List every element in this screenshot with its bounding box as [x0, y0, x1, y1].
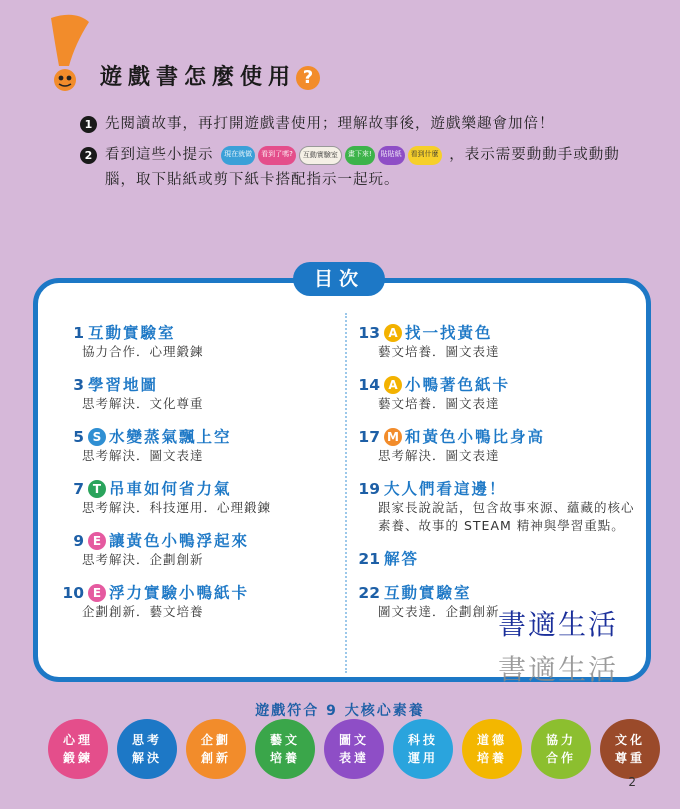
toc-entry[interactable]: [62, 425, 332, 465]
watermark: 書適生活: [498, 608, 619, 641]
toc-entry-title: 浮力實驗小鴨紙卡: [109, 584, 250, 602]
toc-page-number: 3: [73, 376, 84, 394]
toc-entry[interactable]: [358, 373, 638, 413]
instruction-item: 2 看到這些小提示 現在就做 看到了嗎? 互動實驗室 畫下來! 貼貼紙 看到什麼 ，表示需要動動手或動動腦，取下貼紙或剪下紙卡搭配指示一起玩。: [80, 143, 640, 193]
toc-entry-subtitle: 思考解決．文化尊重: [82, 396, 204, 411]
toc-page-number: 7: [73, 480, 84, 498]
toc-entry-subtitle: 思考解決．圖文表達: [378, 448, 500, 463]
steam-badge-icon: M: [384, 428, 402, 446]
toc-entry-title: 水變蒸氣飄上空: [109, 428, 232, 446]
toc-page-number: 22: [358, 584, 380, 602]
steam-badge-icon: T: [88, 480, 106, 498]
toc-page-number: 13: [358, 324, 380, 342]
toc-page-number: 5: [73, 428, 84, 446]
toc-page-number: 17: [358, 428, 380, 446]
toc-entry[interactable]: [358, 425, 638, 465]
toc-entry-title: 小鴨著色紙卡: [405, 376, 511, 394]
question-mark-icon: ?: [296, 66, 320, 90]
toc-entry-heading: [358, 477, 638, 499]
tip-sticker-icon: 貼貼紙: [378, 146, 405, 165]
toc-entry-title: 和黃色小鴨比身高: [405, 428, 546, 446]
watermark: 書適生活: [498, 653, 619, 686]
toc-entry-title: 解答: [384, 550, 420, 568]
toc-entry[interactable]: [358, 321, 638, 361]
core-competency-badge: 思考解決: [117, 719, 177, 779]
core-competency-badge: 道德培養: [462, 719, 522, 779]
tip-see-icon: 看到了嗎?: [258, 146, 296, 165]
core-competency-badge: 科技運用: [393, 719, 453, 779]
toc-entry-subtitle: 協力合作．心理鍛鍊: [82, 344, 204, 359]
toc-entry-heading: [62, 581, 332, 603]
steam-badge-icon: A: [384, 376, 402, 394]
toc-entry-title: 互動實驗室: [384, 584, 472, 602]
toc-entry-heading: [358, 547, 638, 569]
toc-entry-subtitle: 藝文培養．圖文表達: [378, 396, 500, 411]
page-title: 遊戲書怎麼使用 ?: [100, 60, 320, 91]
core-competency-badge: 心理鍛鍊: [48, 719, 108, 779]
toc-entry-title: 大人們看這邊！: [384, 480, 507, 498]
tip-lab-icon: 互動實驗室: [299, 146, 342, 165]
toc-entry-subtitle: 思考解決．企劃創新: [82, 552, 204, 567]
toc-entry-heading: [358, 425, 638, 447]
core-competencies-title: 遊戲符合 9 大核心素養: [255, 703, 425, 719]
toc-page-number: 10: [62, 584, 84, 602]
toc-entry-subtitle: 企劃創新．藝文培養: [82, 604, 204, 619]
toc-entry-subtitle: 思考解決．科技運用．心理鍛鍊: [82, 500, 272, 515]
toc-left-column: [62, 321, 332, 633]
core-competency-badge: 文化尊重: [600, 719, 660, 779]
tip-do-now-icon: 現在就做: [221, 146, 255, 165]
core-competencies: [48, 719, 660, 779]
toc-entry-heading: [62, 373, 332, 395]
toc-entry[interactable]: [62, 373, 332, 413]
instruction-item: 1 先閱讀故事，再打開遊戲書使用；理解故事後，遊戲樂趣會加倍！: [80, 112, 640, 137]
toc-entry-heading: [62, 425, 332, 447]
toc-entry-heading: [62, 529, 332, 551]
toc-entry-title: 學習地圖: [88, 376, 159, 394]
toc-title: 目次: [293, 262, 385, 296]
toc-entry-heading: [62, 477, 332, 499]
tip-icons: [221, 146, 442, 165]
usage-instructions: [80, 112, 640, 199]
toc-entry-heading: [358, 321, 638, 343]
column-divider: [345, 313, 347, 673]
toc-entry-title: 讓黃色小鴨浮起來: [109, 532, 250, 550]
page-number: 2: [628, 775, 636, 789]
steam-badge-icon: E: [88, 584, 106, 602]
toc-entry-subtitle: 思考解決．圖文表達: [82, 448, 204, 463]
toc-page-number: 9: [73, 532, 84, 550]
toc-entry-title: 吊車如何省力氣: [109, 480, 232, 498]
steam-badge-icon: A: [384, 324, 402, 342]
toc-entry-heading: [358, 581, 638, 603]
number-badge: 1: [80, 116, 97, 133]
toc-page-number: 14: [358, 376, 380, 394]
toc-entry[interactable]: [62, 529, 332, 569]
toc-page-number: 21: [358, 550, 380, 568]
toc-page-number: 1: [73, 324, 84, 342]
toc-entry[interactable]: [358, 477, 638, 535]
toc-entry-heading: [62, 321, 332, 343]
steam-badge-icon: S: [88, 428, 106, 446]
toc-page-number: 19: [358, 480, 380, 498]
toc-entry[interactable]: [62, 581, 332, 621]
toc-entry-subtitle: 跟家長說說話，包含故事來源、蘊藏的核心素養、故事的 STEAM 精神與學習重點。: [378, 500, 635, 533]
core-competency-badge: 圖文表達: [324, 719, 384, 779]
core-competency-badge: 企劃創新: [186, 719, 246, 779]
toc-entry-heading: [358, 373, 638, 395]
number-badge: 2: [80, 147, 97, 164]
toc-entry[interactable]: [62, 321, 332, 361]
toc-entry[interactable]: [358, 547, 638, 569]
toc-entry-title: 找一找黃色: [405, 324, 493, 342]
core-competency-badge: 藝文培養: [255, 719, 315, 779]
toc-entry-subtitle: 藝文培養．圖文表達: [378, 344, 500, 359]
toc-entry-title: 互動實驗室: [88, 324, 176, 342]
tip-look-icon: 看到什麼: [408, 146, 442, 165]
toc-entry[interactable]: [62, 477, 332, 517]
core-competency-badge: 協力合作: [531, 719, 591, 779]
steam-badge-icon: E: [88, 532, 106, 550]
toc-entry-subtitle: 圖文表達．企劃創新: [378, 604, 500, 619]
tip-draw-icon: 畫下來!: [345, 146, 375, 165]
toc-right-column: [358, 321, 638, 633]
exclamation-mascot-icon: [45, 14, 95, 94]
